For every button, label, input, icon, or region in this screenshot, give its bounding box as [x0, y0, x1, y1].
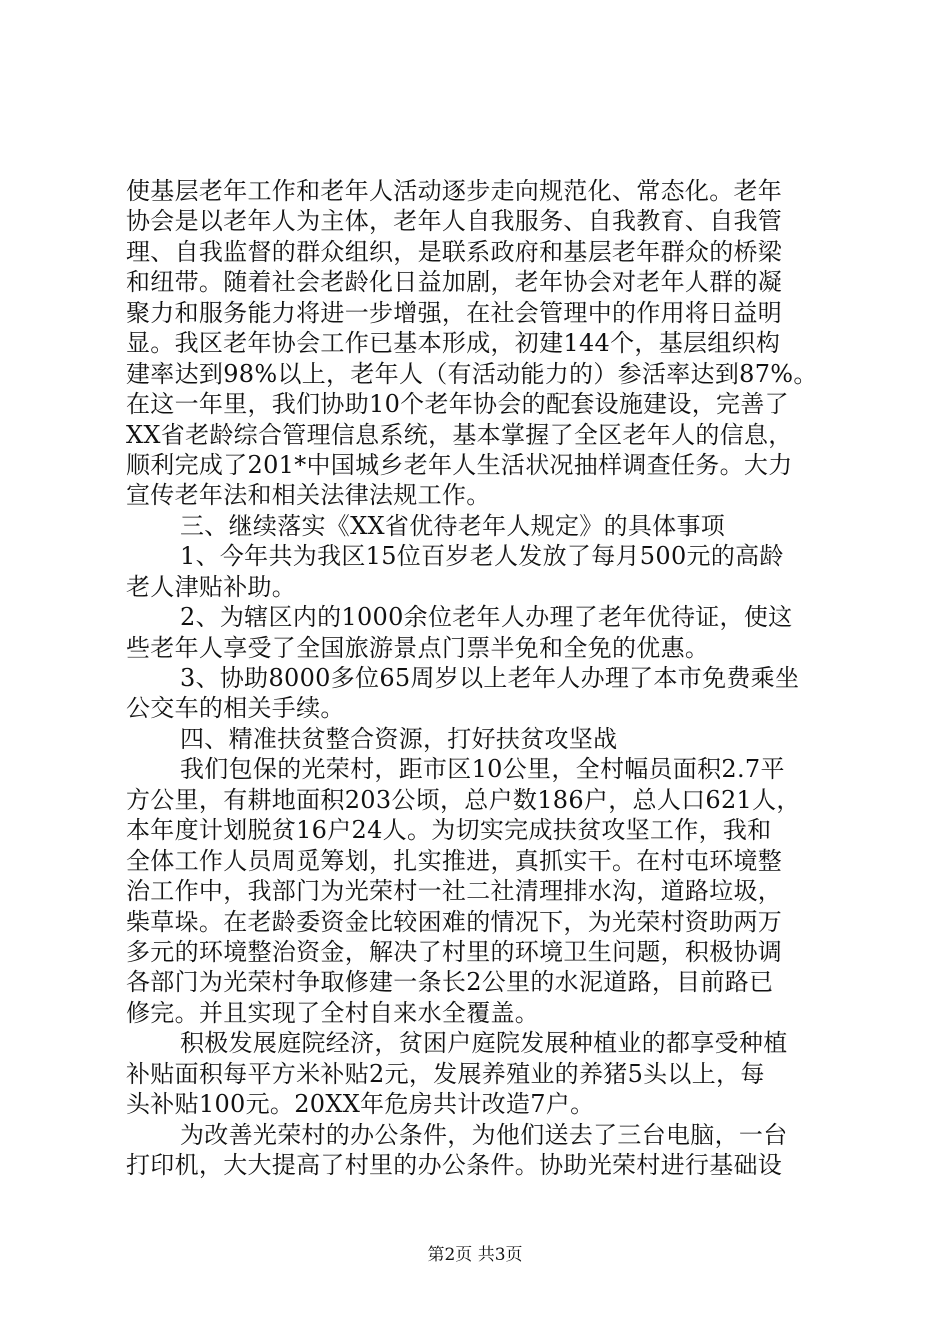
text-line: 积极发展庭院经济，贫困户庭院发展种植业的都享受种植 [180, 1029, 788, 1057]
text-line: 协会是以老年人为主体，老年人自我服务、自我教育、自我管 [126, 207, 783, 235]
text-line: 和纽带。随着社会老龄化日益加剧，老年协会对老年人群的凝 [126, 268, 783, 296]
text-line: 我们包保的光荣村，距市区10公里，全村幅员面积2.7平 [180, 755, 785, 783]
text-line: 各部门为光荣村争取修建一条长2公里的水泥道路，目前路已 [126, 968, 774, 996]
text-line: 1、今年共为我区15位百岁老人发放了每月500元的高龄 [180, 542, 784, 570]
text-line: 打印机，大大提高了村里的办公条件。协助光荣村进行基础设 [126, 1151, 783, 1179]
text-line: 多元的环境整治资金，解决了村里的环境卫生问题，积极协调 [126, 938, 783, 966]
text-line: 本年度计划脱贫16户24人。为切实完成扶贫攻坚工作，我和 [126, 816, 772, 844]
text-line: 宣传老年法和相关法律法规工作。 [126, 481, 491, 509]
text-line: 聚力和服务能力将进一步增强，在社会管理中的作用将日益明 [126, 299, 783, 327]
text-line: 方公里，有耕地面积203公顷，总户数186户，总人口621人， [126, 786, 801, 814]
text-line: 补贴面积每平方米补贴2元，发展养殖业的养猪5头以上，每 [126, 1060, 765, 1088]
text-line: 老人津贴补助。 [126, 573, 297, 601]
section-heading: 四、精准扶贫整合资源，打好扶贫攻坚战 [180, 725, 618, 753]
text-line: 些老年人享受了全国旅游景点门票半免和全免的优惠。 [126, 634, 710, 662]
text-line: 头补贴100元。20XX年危房共计改造7户。 [126, 1090, 595, 1118]
text-line: 柴草垛。在老龄委资金比较困难的情况下，为光荣村资助两万 [126, 908, 783, 936]
text-line: 顺利完成了201*中国城乡老年人生活状况抽样调查任务。大力 [126, 451, 793, 479]
text-line: 为改善光荣村的办公条件，为他们送去了三台电脑，一台 [180, 1121, 788, 1149]
text-line: 使基层老年工作和老年人活动逐步走向规范化、常态化。老年 [126, 177, 783, 205]
section-heading: 三、继续落实《XX省优待老年人规定》的具体事项 [180, 512, 726, 540]
text-line: 治工作中，我部门为光荣村一社二社清理排水沟，道路垃圾， [126, 877, 783, 905]
text-line: 全体工作人员周觅筹划，扎实推进，真抓实干。在村屯环境整 [126, 847, 783, 875]
text-line: XX省老龄综合管理信息系统，基本掌握了全区老年人的信息， [126, 421, 793, 449]
text-line: 公交车的相关手续。 [126, 694, 345, 722]
page-footer [0, 1245, 950, 1265]
text-line: 修完。并且实现了全村自来水全覆盖。 [126, 999, 540, 1027]
page-number-label: 第2页 共3页 [427, 1245, 523, 1265]
text-line: 显。我区老年协会工作已基本形成，初建144个，基层组织构 [126, 329, 781, 357]
text-line: 理、自我监督的群众组织，是联系政府和基层老年群众的桥梁 [126, 238, 783, 266]
text-line: 建率达到98%以上，老年人（有活动能力的）参活率达到87%。 [126, 360, 818, 388]
text-line: 2、为辖区内的1000余位老年人办理了老年优待证，使这 [180, 603, 793, 631]
text-line: 在这一年里，我们协助10个老年协会的配套设施建设，完善了 [126, 390, 789, 418]
text-line: 3、协助8000多位65周岁以上老年人办理了本市免费乘坐 [180, 664, 800, 692]
